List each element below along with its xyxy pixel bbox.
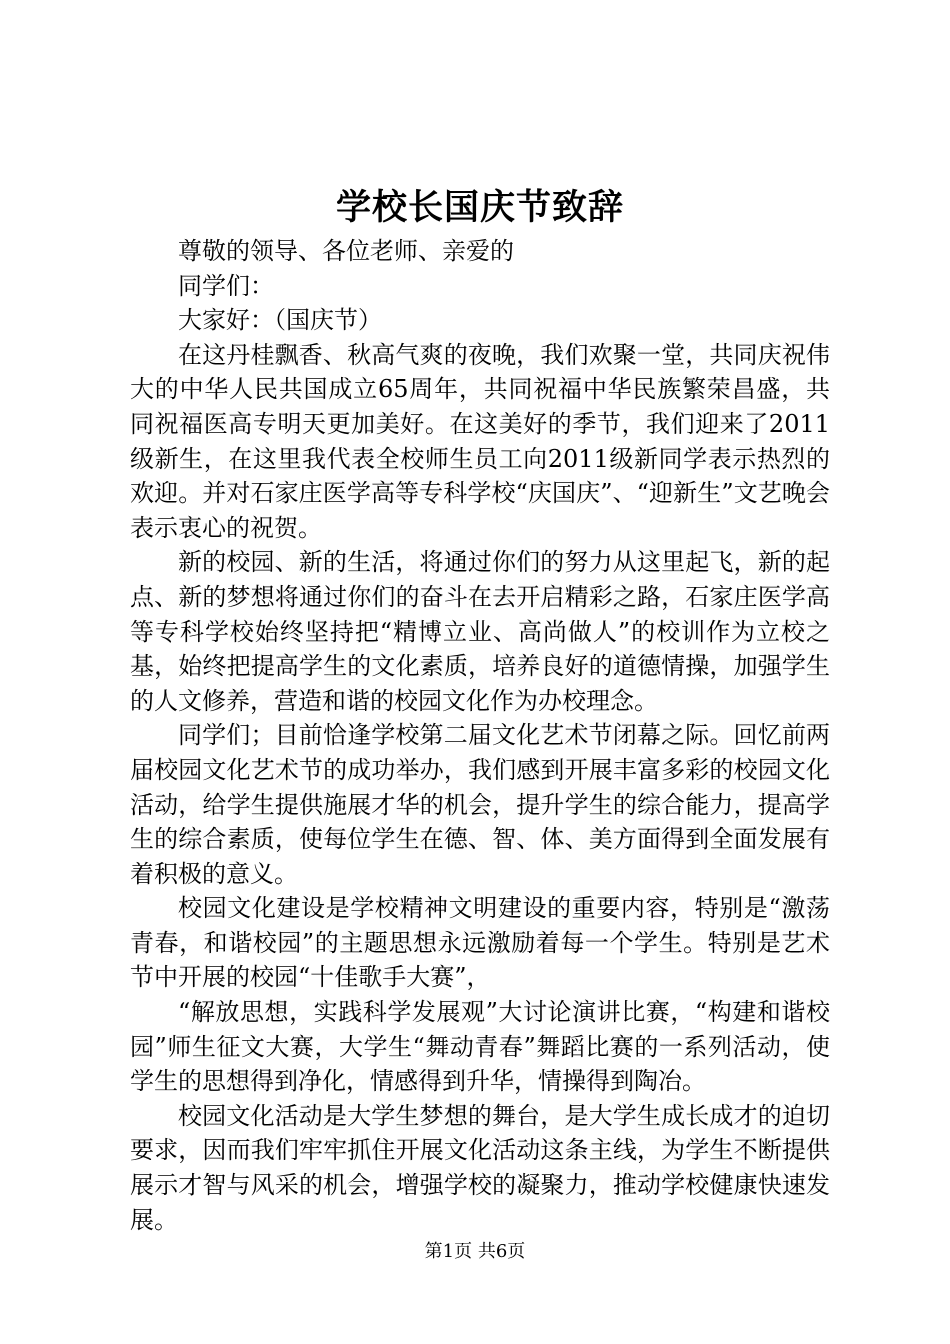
body-paragraph: 校园文化活动是大学生梦想的舞台，是大学生成长成才的迫切要求，因而我们牢牢抓住开展文化活动这条主线，为学生不断提供展示才智与风采的机会，增强学校的凝聚力，推动学校健康快速发展。 <box>130 1101 830 1234</box>
salutation-line-1: 尊敬的领导、各位老师、亲爱的 <box>178 237 514 265</box>
body-paragraph: 在这丹桂飘香、秋高气爽的夜晚，我们欢聚一堂，共同庆祝伟大的中华人民共国成立65周年，共同祝福中华民族繁荣昌盛，共同祝福医高专明天更加美好。在这美好的季节，我们迎来了2011级新生，在这里我代表全校师生员工向2011级新同学表示热烈的欢迎。并对石家庄医学高等专科学校“庆国庆”、“迎新生”文艺晚会表示衷心的祝贺。 <box>130 340 830 542</box>
document-title: 学校长国庆节致辞 <box>335 187 624 228</box>
body-paragraph: 新的校园、新的生活，将通过你们的努力从这里起飞，新的起点、新的梦想将通过你们的奋斗在去开启精彩之路，石家庄医学高等专科学校始终坚持把“精博立业、高尚做人”的校训作为立校之基，始终把提高学生的文化素质，培养良好的道德情操，加强学生的人文修养，营造和谐的校园文化作为办校理念。 <box>130 548 830 715</box>
body-paragraph: 校园文化建设是学校精神文明建设的重要内容，特别是“激荡青春，和谐校园”的主题思想永远激励着每一个学生。特别是艺术节中开展的校园“十佳歌手大赛”， <box>130 894 830 992</box>
page-number-footer: 第1页 共6页 <box>424 1241 526 1262</box>
document-body <box>130 234 830 1237</box>
body-paragraph: “解放思想，实践科学发展观”大讨论演讲比赛，“构建和谐校园”师生征文大赛，大学生“舞动青春”舞蹈比赛的一系列活动，使学生的思想得到净化，情感得到升华，情操得到陶冶。 <box>130 998 830 1096</box>
salutation-line-2: 同学们： <box>178 271 274 300</box>
greeting-line: 大家好：（国庆节） <box>178 306 382 335</box>
body-paragraph: 同学们；目前恰逢学校第二届文化艺术节闭幕之际。回忆前两届校园文化艺术节的成功举办，我们感到开展丰富多彩的校园文化活动，给学生提供施展才华的机会，提升学生的综合能力，提高学生的综合素质，使每位学生在德、智、体、美方面得到全面发展有着积极的意义。 <box>130 721 830 888</box>
